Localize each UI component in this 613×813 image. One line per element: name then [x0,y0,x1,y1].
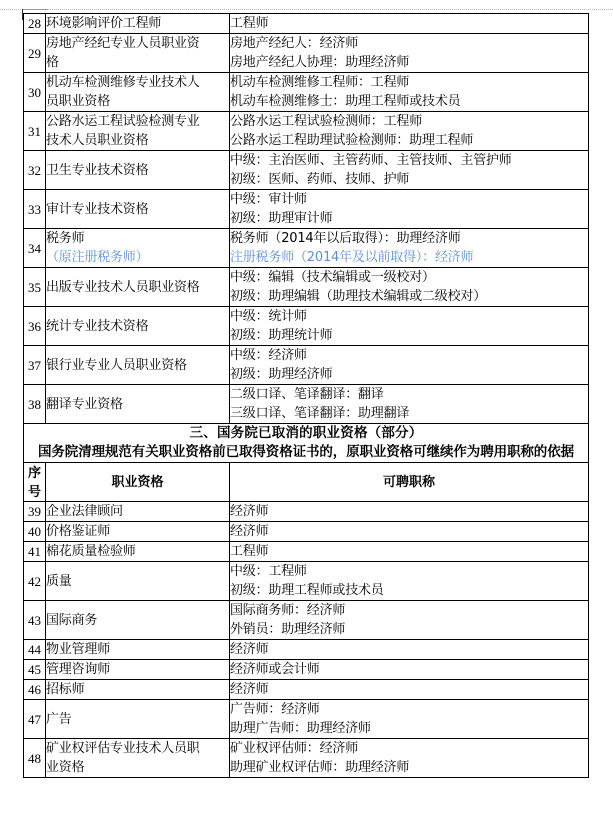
qualification-title-table [23,13,589,778]
title-cell [230,346,589,385]
title-cell [230,151,589,190]
row-number: 38 [24,385,46,424]
title-cell [230,601,589,640]
title-cell-line: 工程师 [230,544,269,559]
qualification-cell-line: 公路水运工程试验检测专业 [46,114,200,129]
qualification-cell [46,190,230,229]
qualification-cell [46,601,230,640]
title-cell-line: 房地产经纪人：经济师 [230,36,359,51]
qualification-cell-line: 广告 [46,711,72,727]
row-number: 31 [24,112,46,151]
title-cell-line: 中级：主治医师、主管药师、主管技师、主管护师 [230,153,512,168]
qualification-cell-line: （原注册税务师） [46,250,149,265]
qualification-cell-line: 统计专业技术资格 [46,318,149,334]
row-number: 47 [24,700,46,739]
title-cell [230,112,589,151]
row-number: 35 [24,268,46,307]
title-cell-line: 初级：助理统计师 [230,328,333,343]
column-header-title: 可聘职称 [230,463,589,502]
table-row [24,502,589,522]
row-number: 40 [24,522,46,542]
title-cell-line: 中级：编辑（技术编辑或一级校对） [230,270,435,285]
title-cell-line: 税务师（2014年以后取得）：助理经济师 [230,231,461,246]
title-cell [230,522,589,542]
title-cell-line: 外销员：助理经济师 [230,622,346,637]
qualification-cell-line: 物业管理师 [46,642,111,657]
title-cell-line: 机动车检测维修士：助理工程师或技术员 [230,94,461,109]
qualification-cell-line: 卫生专业技术资格 [46,162,149,178]
row-number: 41 [24,542,46,562]
title-cell [230,680,589,700]
qualification-cell-line: 出版专业技术人员职业资格 [46,279,200,295]
title-cell-line: 初级：医师、药师、技师、护师 [230,172,410,187]
qualification-cell [46,34,230,73]
title-cell [230,640,589,660]
table-row [24,700,589,739]
table-body [24,14,589,778]
qualification-cell-line: 员职业资格 [46,94,111,109]
title-cell [230,385,589,424]
margin-corner-horizontal [22,9,48,10]
table-row [24,14,589,34]
table-row [24,268,589,307]
qualification-cell-line: 质量 [46,573,72,589]
qualification-cell [46,680,230,700]
qualification-cell-line: 棉花质量检验师 [46,544,136,559]
table-row [24,739,589,778]
column-header-qualification: 职业资格 [46,463,230,502]
title-cell-line: 矿业权评估师：经济师 [230,741,359,756]
qualification-cell-line: 技术人员职业资格 [46,133,149,148]
qualification-cell-line: 审计专业技术资格 [46,201,149,217]
title-cell [230,739,589,778]
qualification-cell [46,502,230,522]
title-cell-line: 工程师 [230,16,269,31]
qualification-cell [46,14,230,34]
qualification-cell-line: 业资格 [46,760,85,775]
qualification-cell-line: 价格鉴证师 [46,524,111,539]
row-number: 28 [24,14,46,34]
row-number: 43 [24,601,46,640]
table-row [24,346,589,385]
qualification-cell [46,112,230,151]
qualification-cell [46,346,230,385]
qualification-cell-line: 矿业权评估专业技术人员职 [46,741,200,756]
qualification-cell [46,522,230,542]
qualification-cell [46,700,230,739]
title-cell [230,660,589,680]
row-number: 46 [24,680,46,700]
section-heading-line1: 三、国务院已取消的职业资格（部分） [189,425,423,441]
column-header-no: 序号 [24,463,46,502]
title-cell-line: 初级：助理编辑（助理技术编辑或二级校对） [230,289,487,304]
title-cell-line: 助理矿业权评估师：助理经济师 [230,760,410,775]
title-cell-line: 房地产经纪人协理：助理经济师 [230,55,410,70]
title-cell-line: 机动车检测维修工程师：工程师 [230,75,410,90]
title-cell-line: 经济师或会计师 [230,662,320,677]
row-number: 37 [24,346,46,385]
title-cell [230,229,589,268]
title-cell [230,700,589,739]
title-cell-line: 经济师 [230,682,269,697]
title-cell-line: 经济师 [230,504,269,519]
title-cell-line: 中级：工程师 [230,564,307,579]
row-number: 30 [24,73,46,112]
title-cell [230,502,589,522]
table-row [24,151,589,190]
title-cell-line: 三级口译、笔译翻译：助理翻译 [230,406,410,421]
qualification-cell [46,385,230,424]
row-number: 36 [24,307,46,346]
qualification-cell-line: 银行业专业人员职业资格 [46,357,187,373]
table-row [24,229,589,268]
table-row [24,385,589,424]
page-margin-corner-marker [22,0,48,20]
table-row [24,562,589,601]
title-cell-line: 公路水运工程助理试验检测师：助理工程师 [230,133,474,148]
title-cell [230,190,589,229]
table-row [24,34,589,73]
title-cell [230,73,589,112]
title-cell-line: 初级：助理审计师 [230,211,333,226]
title-cell [230,542,589,562]
qualification-cell-line: 国际商务 [46,612,98,628]
table-row [24,307,589,346]
section-heading-line2: 国务院清理规范有关职业资格前已取得资格证书的，原职业资格可继续作为聘用职称的依据 [38,444,574,460]
margin-corner-vertical [22,9,23,20]
title-cell-line: 初级：助理经济师 [230,367,333,382]
qualification-cell [46,739,230,778]
title-cell-line: 经济师 [230,524,269,539]
row-number: 48 [24,739,46,778]
title-cell [230,268,589,307]
row-number: 34 [24,229,46,268]
title-cell-line: 注册税务师（2014年及以前取得）：经济师 [230,250,474,265]
qualification-cell [46,640,230,660]
qualification-cell-line: 企业法律顾问 [46,504,123,519]
qualification-cell [46,151,230,190]
table-row [24,601,589,640]
column-header-row [24,463,589,502]
qualification-cell [46,660,230,680]
row-number: 33 [24,190,46,229]
qualification-cell-line: 房地产经纪专业人员职业资 [46,36,200,51]
row-number: 39 [24,502,46,522]
qualification-cell-line: 环境影响评价工程师 [46,16,162,31]
section-heading-cell [24,424,589,463]
title-cell-line: 中级：审计师 [230,192,307,207]
page-margin-guide-line [0,9,613,10]
title-cell-line: 广告师：经济师 [230,702,320,717]
title-cell-line: 初级：助理工程师或技术员 [230,583,384,598]
title-cell [230,34,589,73]
title-cell-line: 公路水运工程试验检测师：工程师 [230,114,423,129]
section-heading-row [24,424,589,463]
table-row [24,112,589,151]
qualification-cell [46,542,230,562]
row-number: 44 [24,640,46,660]
qualification-cell [46,562,230,601]
title-cell [230,307,589,346]
qualification-cell [46,268,230,307]
table-row [24,73,589,112]
table-row [24,542,589,562]
row-number: 32 [24,151,46,190]
table-row [24,190,589,229]
title-cell [230,14,589,34]
title-cell-line: 国际商务师：经济师 [230,603,346,618]
title-cell-line: 助理广告师：助理经济师 [230,721,371,736]
qualification-cell [46,307,230,346]
table-row [24,660,589,680]
qualification-cell [46,229,230,268]
title-cell-line: 中级：经济师 [230,348,307,363]
title-cell-line: 中级：统计师 [230,309,307,324]
qualification-cell [46,73,230,112]
qualification-cell-line: 格 [46,55,59,70]
row-number: 42 [24,562,46,601]
table-row [24,680,589,700]
title-cell-line: 二级口译、笔译翻译：翻译 [230,387,384,402]
title-cell-line: 经济师 [230,642,269,657]
qualification-cell-line: 管理咨询师 [46,662,111,677]
row-number: 45 [24,660,46,680]
qualification-cell-line: 税务师 [46,231,85,246]
qualification-cell-line: 招标师 [46,682,85,697]
table-row [24,640,589,660]
table-row [24,522,589,542]
row-number: 29 [24,34,46,73]
title-cell [230,562,589,601]
qualification-cell-line: 翻译专业资格 [46,396,123,412]
qualification-cell-line: 机动车检测维修专业技术人 [46,75,200,90]
